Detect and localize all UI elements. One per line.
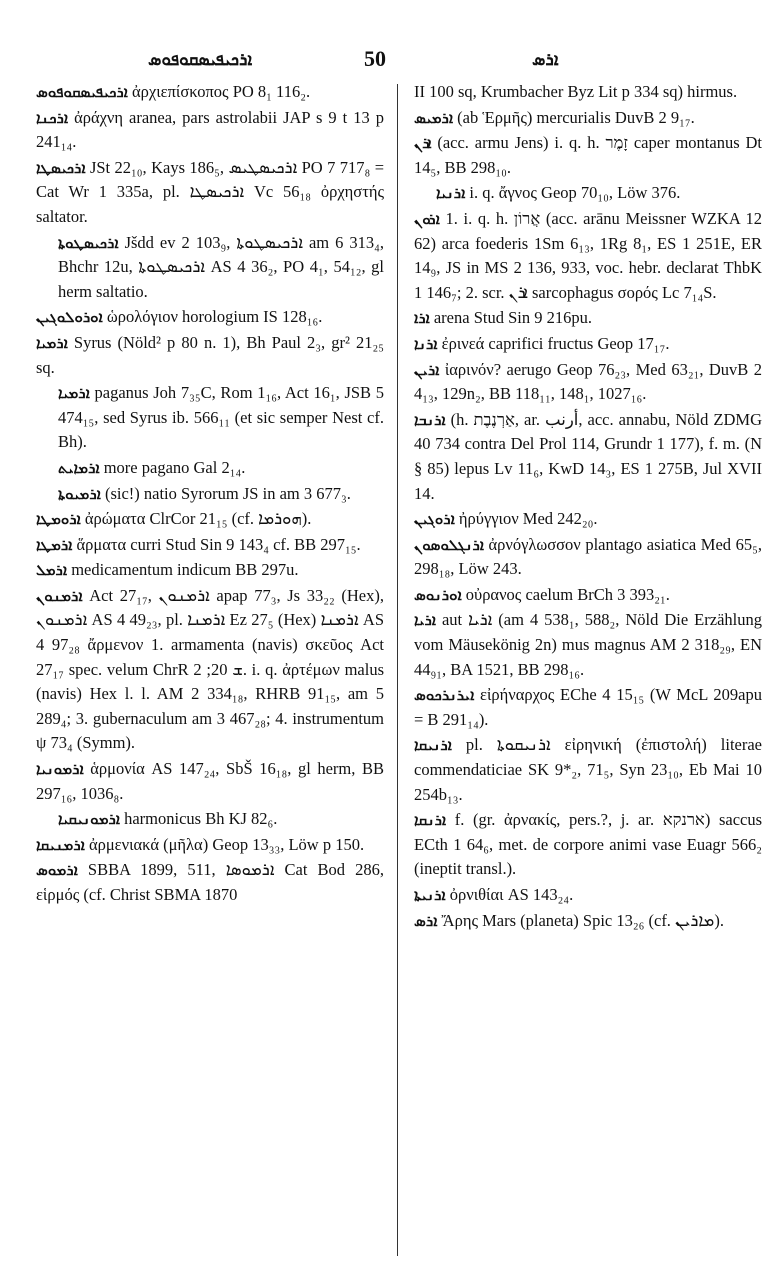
dictionary-entry <box>414 358 762 407</box>
entry-headword: ܐܪܟܝܣܛܘܬܐ <box>58 233 119 252</box>
entry-headword: ܐܪܐ <box>414 309 430 328</box>
dictionary-entry <box>414 80 762 105</box>
entry-definition: ἀρώματα ClrCor 21₁₅ (cf. ܗܘܪܡܐ). <box>84 509 312 529</box>
dictionary-entry <box>414 207 762 305</box>
dictionary-entry <box>414 909 762 934</box>
entry-headword: ܐܪܡܝܣ <box>414 108 454 127</box>
dictionary-entry <box>414 583 762 608</box>
entry-definition: Ἄρης Mars (planeta) Spic 13₂₆ (cf. ܡܐܪܝܢ). <box>441 910 724 930</box>
dictionary-entry <box>414 808 762 882</box>
dictionary-entry <box>36 156 384 230</box>
dictionary-entry <box>414 106 762 131</box>
dictionary-entry <box>414 608 762 682</box>
entry-headword: ܐܪܟܝܣܛܐ <box>36 158 86 177</box>
dictionary-entry <box>36 507 384 532</box>
entry-headword: ܐܪܘܓܝܢ <box>414 510 455 529</box>
entry-definition: f. (gr. ἀρνακίς, pers.?, j. ar. ארנקא) saccus ECth 1 64₆, met. de corpore animi vase Euagr 566₂ (ineptit transl.). <box>414 810 762 879</box>
dictionary-entry <box>414 131 762 180</box>
entry-definition: aut ܐܪܝܐ (am 4 538₁, 588₂, Nöld Die Erzählung vom Mäusekönig 2n) mus magnus AM 2 318₂₉, EN 44₉₁, BA 1521, BB 298₁₆. <box>414 610 762 679</box>
dictionary-entry <box>36 305 384 330</box>
entry-headword: ܐܪܡܝܐ <box>58 384 90 403</box>
left-column <box>36 80 384 909</box>
dictionary-entry <box>36 757 384 806</box>
entry-definition: pl. ܐܪܢܝܩܘܬܐ εἰρηνική (ἐπιστολή) literae commendaticiae SK 9*₂, 71₅, Syn 23₁₀, Eb Mai 10 254b₁₃. <box>414 735 762 804</box>
entry-headword: ܐܪܢܐ <box>414 334 438 353</box>
column-divider <box>397 84 398 1256</box>
entry-definition: JSt 22₁₀, Kays 186₅, ܐܪܟܝܣܛܝܣ PO 7 717₈ = Cat Wr 1 335a, pl. ܐܪܟܝܣܛܐ Vc 56₁₈ ὀρχηστής saltator. <box>36 157 385 226</box>
dictionary-entry <box>36 833 384 858</box>
entry-headword: ܐܪܡܘܣ <box>36 861 78 880</box>
page-number: 50 <box>364 46 386 71</box>
dictionary-entry <box>414 883 762 908</box>
dictionary-entry <box>36 231 384 305</box>
entry-definition: harmonicus Bh KJ 82₆. <box>124 809 278 829</box>
dictionary-entry <box>36 807 384 832</box>
entry-definition: Jšdd ev 2 103₉, ܐܪܟܝܣܛܘܬܐ am 6 313₄, Bhchr 12u, ܐܪܟܝܣܛܘܬܐ AS 4 36₂, PO 4₁, 54₁₂, gl herm saltatio. <box>58 232 384 301</box>
entry-headword: ܐܪܢܓܠܘܣܘܢ <box>414 535 484 554</box>
dictionary-entry <box>36 584 384 756</box>
dictionary-entry <box>36 106 384 155</box>
dictionary-entry <box>36 381 384 455</box>
entry-definition: (h. אַרְנֶבֶת, ar. أرنب, acc. annabu, Nöld ZDMG 40 734 contra Del Prol 114, Grundr 1 177), f. m. (N § 85) lepus Lv 11₆, KwD 14₃, ES 1 275B, Jul XVII 14. <box>414 409 762 503</box>
entry-definition: ἀρχιεπίσκοπος PO 8₁ 116₂. <box>132 82 311 101</box>
entry-definition: more pagano Gal 2₁₄. <box>103 457 246 477</box>
entry-headword: ܐܪܡܘܢܝܩܝܐ <box>58 810 120 829</box>
entry-headword: ܐܪܢ <box>414 134 432 153</box>
right-column <box>414 80 762 934</box>
page-header <box>0 44 750 78</box>
entry-definition: medicamentum indicum BB 297u. <box>71 560 299 580</box>
entry-definition: II 100 sq, Krumbacher Byz Lit p 334 sq) hirmus. <box>414 82 738 101</box>
dictionary-entry <box>36 858 384 907</box>
entry-definition: i. q. ἄγνος Geop 70₁₀, Löw 376. <box>469 183 681 203</box>
entry-definition: ἀρμενιακά (μῆλα) Geop 13₃₃, Löw p 150. <box>88 834 365 854</box>
dictionary-entry <box>36 558 384 583</box>
dictionary-entry <box>414 332 762 357</box>
entry-definition: ἀράχνη aranea, pars astrolabii JAP s 9 t 13 p 241₁₄. <box>36 107 384 152</box>
entry-definition: ἅρματα curri Stud Sin 9 143₄ cf. BB 297₁₅. <box>76 534 361 554</box>
entry-definition: arena Stud Sin 9 216pu. <box>433 308 592 328</box>
entry-headword: ܐܪܡܠ <box>36 561 68 580</box>
entry-headword: ܐܪܢܒܐ <box>414 410 446 429</box>
entry-headword: ܐܪܡܝܐ <box>36 333 68 352</box>
entry-headword: ܐܪܝܐ <box>414 611 436 630</box>
entry-headword: ܐܪܘܢ <box>414 209 440 228</box>
entry-headword: ܐܘܪܘܠܘܓܝܢ <box>36 308 103 327</box>
entry-headword: ܐܪܡܐܝܬ <box>58 458 100 477</box>
entry-definition: ὀρνιθίαι AS 143₂₄. <box>449 885 574 904</box>
entry-definition: ὡρολόγιον horologium IS 128₁₆. <box>106 307 323 327</box>
dictionary-entry <box>414 733 762 807</box>
entry-definition: ἐρινεά caprifici fructus Geop 17₁₇. <box>441 333 670 353</box>
entry-headword: ܐܪܡܢܝܩܐ <box>36 835 85 854</box>
dictionary-entry <box>414 181 762 206</box>
entry-headword: ܐܪܟܢܐ <box>36 108 69 127</box>
entry-definition: ἰαρινόν? aerugo Geop 76₂₃, Med 63₂₁, DuvB 2 4₁₃, 129n₂, BB 118₁₁, 148₁, 1027₁₆. <box>414 359 762 404</box>
right-running-headword: ܐܪܣ <box>532 50 559 70</box>
dictionary-entry <box>414 306 762 331</box>
dictionary-entry <box>414 408 762 506</box>
dictionary-entry <box>36 533 384 558</box>
entry-headword: ܐܪܢܝܩܐ <box>414 736 452 755</box>
entry-definition: ἠρύγγιον Med 242₂₀. <box>458 509 598 529</box>
entry-definition: SBBA 1899, 511, ܐܪܡܘܣܐ Cat Bod 286, εἱρμός (cf. Christ SBMA 1870 <box>36 860 385 904</box>
entry-headword: ܐܪܢܝܐ <box>436 184 466 203</box>
entry-headword: ܐܪܡܢܘܢ <box>36 586 83 605</box>
entry-headword: ܐܪܟܝܦܝܣܩܘܦܘܣ <box>36 83 128 101</box>
entry-definition: ἀρνόγλωσσον plantago asiatica Med 65₅, 298₁₈, Löw 243. <box>414 534 762 579</box>
dictionary-entry <box>414 683 762 732</box>
entry-headword: ܐܪܡܘܢܝܐ <box>36 760 84 779</box>
dictionary-entry <box>36 80 384 105</box>
entry-headword: ܐܪܡܛܐ <box>36 535 73 554</box>
entry-definition: ἁρμονία AS 147₂₄, SbŠ 16₁₈, gl herm, BB 297₁₆, 1036₈. <box>36 759 384 803</box>
entry-definition: εἰρήναρχος EChe 4 15₁₅ (W McL 209apu = B 291₁₄). <box>414 685 762 729</box>
entry-definition: (acc. armu Jens) i. q. h. זָמֶר caper montanus Dt 14₅, BB 298₁₀. <box>414 133 762 177</box>
entry-headword: ܐܘܪܢܘܣ <box>414 585 462 604</box>
entry-definition: οὐρανος caelum BrCh 3 393₂₁. <box>465 584 670 604</box>
entry-definition: Act 27₁₇, ܐܪܡܢܘܢ apap 77₃, Js 33₂₂ (Hex), ܐܪܡܢܘܢ AS 4 49₂₃, pl. ܐܪܡܢܐ Ez 27₅ (Hex) ܐܪܡܢܐ AS 4 97₂₈ ἄρμενον 1. armamenta (navis) σκεῦος Act 27₁₇ spec. velum ChrR ܫ 20; 2. i. q. ἀρτέμων malus (navis) Hex l. l. AM 2 334₁₈, RHRB 91₁₅, am 5 289₄; 3. gubernaculum am 3 467₂₈; 4. instrumentum ψ 73₄ (Symm). <box>36 585 385 753</box>
entry-definition: (sic!) natio Syrorum JS in am 3 677₃. <box>104 483 351 503</box>
entry-definition: Syrus (Nöld² p 80 n. 1), Bh Paul 2₃, gr² 21₂₅ sq. <box>36 332 384 377</box>
dictionary-entry <box>36 331 384 380</box>
entry-headword: ܐܪܢܝܬܐ <box>414 886 446 904</box>
entry-headword: ܐܪܝܢ <box>414 360 440 379</box>
entry-definition: 1. i. q. h. אֲרוֹן (acc. arānu Meissner WZKA 12 62) arca foederis 1Sm 6₁₃, 1Rg 8₁, ES 1 251E, ER 14₉, JS in MS 2 136, 933, voc. hebr. declarat ThbK 1 146₇; 2. scr. ܐܪܢ sarcophagus σορός Lc 7₁₄S. <box>414 208 762 302</box>
dictionary-entry <box>36 482 384 507</box>
entry-definition: (ab Ἑρμῆς) mercurialis DuvB 2 9₁₇. <box>457 107 695 127</box>
entry-headword: ܐܪܣ <box>414 911 438 930</box>
left-running-headword: ܐܪܟܝܦܝܣܩܘܦܘܣ <box>148 50 253 70</box>
dictionary-entry <box>414 507 762 532</box>
entry-definition: paganus Joh 7₃₅C, Rom 1₁₆, Act 16₁, JSB 5 474₁₅, sed Syrus ib. 566₁₁ (et sic semper Nest cf. Bh). <box>58 383 384 452</box>
dictionary-entry <box>414 533 762 582</box>
dictionary-entry <box>36 456 384 481</box>
entry-headword: ܐܪܘܡܛܐ <box>36 510 81 529</box>
entry-headword: ܐܪܢܩܐ <box>414 811 447 830</box>
entry-headword: ܐܝܪܢܪܟܘܣ <box>414 686 475 705</box>
entry-headword: ܐܪܡܝܘܬܐ <box>58 484 101 503</box>
